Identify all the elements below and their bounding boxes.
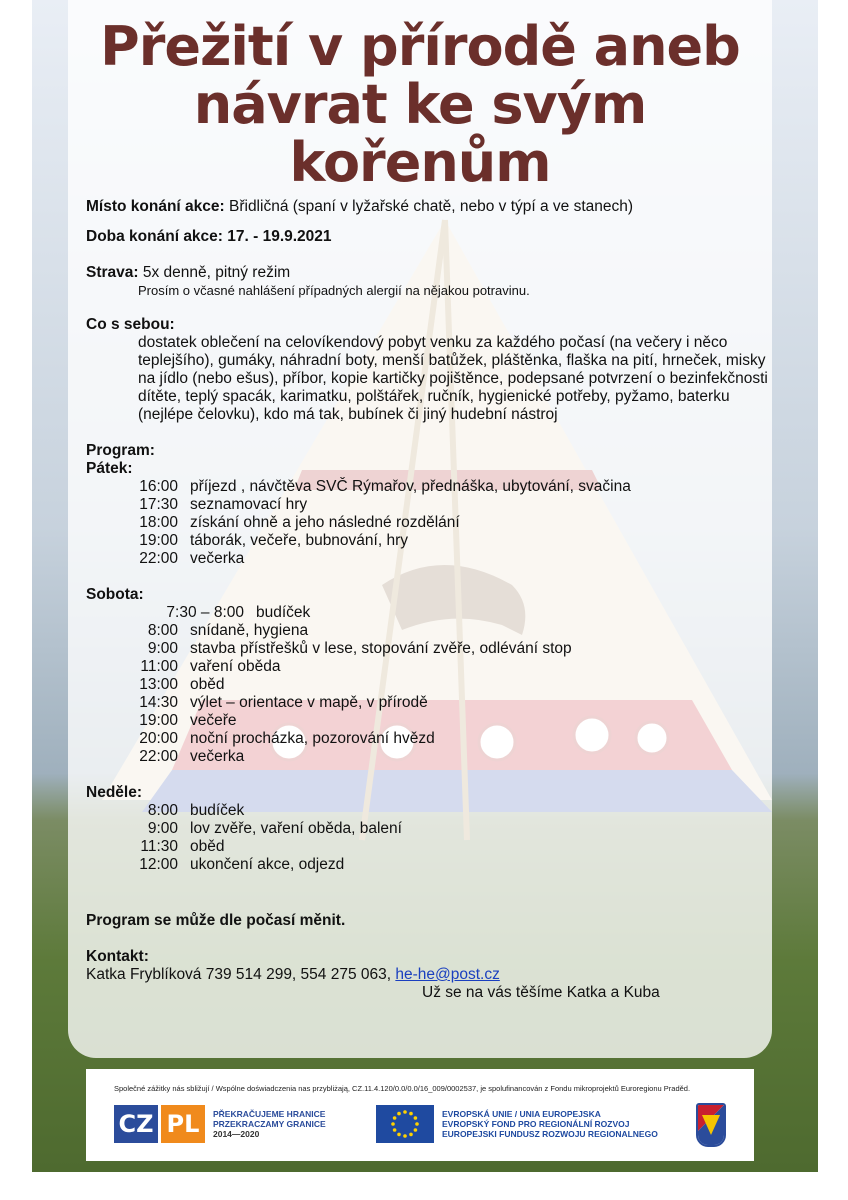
schedule-time: 17:30	[139, 496, 178, 513]
schedule-row	[86, 496, 776, 514]
schedule-time: 22:00	[139, 550, 178, 567]
schedule-row	[86, 694, 776, 712]
eu-line-2: EVROPSKÝ FOND PRO REGIONÁLNÍ ROZVOJ	[442, 1119, 630, 1129]
bring-text: dostatek oblečení na celovíkendový pobyt venku za každého počasí (na večery i něco teplejšího), gumáky, náhradní boty, menší batůžek, pláštěnka, flaška na pití, hrneček, misky na jídlo (nebo ešus), příbor, kopie kartičky pojištěnce, podepsané potvrzení o bezinfekčnosti dítěte, teplý spacák, karimatku, polštářek, ručník, hygienické potřeby, pyžamo, baterku (nejlépe čelovku), kdo má tak, bubínek či jiný hudební nástroj	[138, 334, 768, 423]
schedule-row	[86, 658, 776, 676]
schedule-row	[86, 712, 776, 730]
schedule-time: 20:00	[139, 730, 178, 747]
signature: Už se na vás těšíme Katka a Kuba	[422, 984, 660, 1001]
schedule-text: získání ohně a jeho následné rozdělání	[190, 514, 460, 531]
schedule-time: 8:00	[147, 622, 178, 639]
schedule-text: oběd	[190, 838, 225, 855]
title-line-2: návrat ke svým kořenům	[193, 73, 647, 194]
schedule-text: budíček	[256, 604, 311, 621]
schedule-row	[86, 856, 776, 874]
venue-label: Místo konání akce:	[86, 198, 225, 215]
schedule-text: příjezd , návčtěva SVČ Rýmařov, přednáška, ubytování, svačina	[190, 478, 631, 495]
venue-value: Břidličná (spaní v lyžařské chatě, nebo v týpí a ve stanech)	[224, 198, 634, 215]
schedule-text: ukončení akce, odjezd	[190, 856, 345, 873]
schedule-text: oběd	[190, 676, 225, 693]
eu-flag-icon	[376, 1105, 434, 1143]
schedule-time: 14:30	[139, 694, 178, 711]
schedule-row	[86, 622, 776, 640]
page-title	[68, 15, 772, 194]
schedule-time: 13:00	[139, 676, 178, 693]
schedule-text: lov zvěře, vaření oběda, balení	[190, 820, 402, 837]
schedule-time: 12:00	[139, 856, 178, 873]
eu-line-3: EUROPEJSKI FUNDUSZ ROZWOJU REGIONALNEGO	[442, 1129, 658, 1139]
schedule-text: výlet – orientace v mapě, v přírodě	[190, 694, 428, 711]
schedule-time: 22:00	[139, 748, 178, 765]
food-label: Strava:	[86, 264, 139, 281]
czpl-logo-text	[213, 1109, 326, 1139]
schedule-text: seznamovací hry	[190, 496, 308, 513]
program-note: Program se může dle počasí měnit.	[86, 912, 346, 929]
schedule-time: 9:00	[147, 640, 178, 657]
schedule-time: 19:00	[139, 712, 178, 729]
schedule-time: 8:00	[147, 802, 178, 819]
czpl-line-3: 2014—2020	[213, 1129, 260, 1139]
schedule-row	[86, 838, 776, 856]
pl-logo-mark: PL	[161, 1105, 205, 1143]
day-sunday: Neděle:	[86, 784, 142, 801]
schedule-row	[86, 532, 776, 550]
eu-logo-text	[442, 1109, 658, 1139]
schedule-time: 19:00	[139, 532, 178, 549]
schedule-time: 9:00	[147, 820, 178, 837]
schedule-row	[86, 514, 776, 532]
footer-logos	[86, 1069, 754, 1161]
title-line-1: Přežití v přírodě aneb	[100, 15, 740, 78]
schedule-time: 16:00	[139, 478, 178, 495]
food-row	[86, 264, 776, 282]
funding-note: Společné zážitky nás sbližují / Wspólne doświadczenia nas przybliżają, CZ.11.4.120/0.0/0.0/16_009/0002537, je spolufinancován z Fondu mikroprojektů Euroregionu Praděd.	[114, 1084, 691, 1093]
cz-logo-mark: CZ	[114, 1105, 158, 1143]
email-link[interactable]: he-he@post.cz	[395, 966, 500, 983]
food-note: Prosím o včasné nahlášení případných alergií na nějakou potravinu.	[138, 283, 530, 298]
schedule-text: večerka	[190, 748, 245, 765]
czpl-logo	[114, 1105, 326, 1143]
schedule-time: 11:30	[140, 838, 178, 855]
program-label: Program:	[86, 442, 155, 459]
eu-line-1: EVROPSKÁ UNIE / UNIA EUROPEJSKA	[442, 1109, 601, 1119]
schedule-time: 11:00	[140, 658, 178, 675]
venue-row	[86, 198, 776, 216]
schedule-row	[86, 550, 776, 568]
schedule-text: vaření oběda	[190, 658, 281, 675]
schedule-row	[86, 676, 776, 694]
schedule-row	[86, 802, 776, 820]
food-value: 5x denně, pitný režim	[138, 264, 291, 281]
czpl-line-1: PŘEKRAČUJEME HRANICE	[213, 1109, 326, 1119]
schedule-text: snídaně, hygiena	[190, 622, 309, 639]
euroregion-crest-icon	[696, 1103, 726, 1147]
schedule-row	[86, 748, 776, 766]
event-details	[86, 198, 776, 1002]
date-row: Doba konání akce: 17. - 19.9.2021	[86, 228, 332, 245]
day-friday: Pátek:	[86, 460, 133, 477]
schedule-text: noční procházka, pozorování hvězd	[190, 730, 435, 747]
contact-text: Katka Fryblíková 739 514 299, 554 275 063,	[86, 966, 396, 983]
schedule-text: večerka	[190, 550, 245, 567]
contact-line	[86, 966, 776, 984]
bring-label: Co s sebou:	[86, 316, 175, 333]
contact-label: Kontakt:	[86, 948, 149, 965]
schedule-row	[86, 820, 776, 838]
schedule-time: 18:00	[139, 514, 178, 531]
czpl-line-2: PRZEKRACZAMY GRANICE	[213, 1119, 326, 1129]
schedule-row	[86, 478, 776, 496]
eu-logo	[376, 1105, 658, 1143]
schedule-text: budíček	[190, 802, 245, 819]
schedule-text: večeře	[190, 712, 237, 729]
schedule-row	[86, 730, 776, 748]
schedule-time: 7:30 – 8:00	[166, 604, 244, 621]
schedule-text: stavba přístřešků v lese, stopování zvěře, odlévání stop	[190, 640, 572, 657]
schedule-row	[86, 604, 776, 622]
schedule-row	[86, 640, 776, 658]
day-saturday: Sobota:	[86, 586, 144, 603]
schedule-text: táborák, večeře, bubnování, hry	[190, 532, 408, 549]
